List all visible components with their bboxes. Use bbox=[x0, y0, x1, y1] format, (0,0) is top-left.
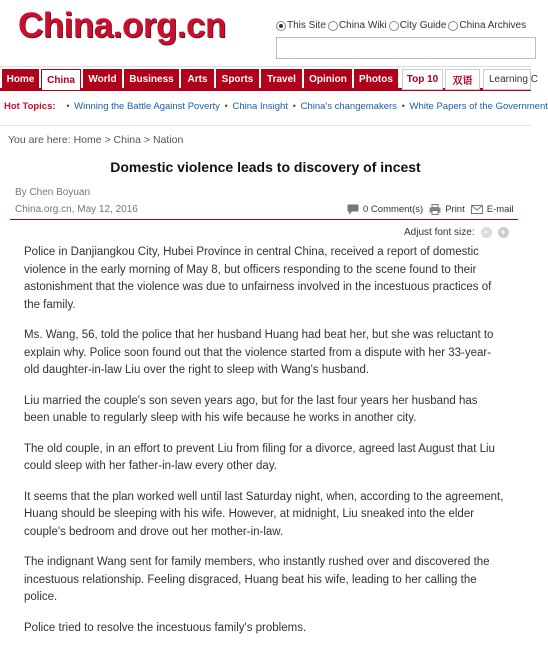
nav-world[interactable]: World bbox=[83, 69, 122, 90]
nav-photos[interactable]: Photos bbox=[354, 69, 398, 90]
search-option-this-site[interactable] bbox=[276, 20, 326, 31]
article-paragraph: The indignant Wang sent for family members, who instantly rushed over and discovered the incestuous relationship. Feeling disgraced, Huang beat his wife, leading to her calling the police. bbox=[24, 556, 490, 603]
article-paragraph: It seems that the plan worked well until last Saturday night, when, according to the agreement, Huang should be sleeping with his wife. However, at midnight, Liu sneaked into the elder couple's bedroom and drove out her mother-in-law. bbox=[24, 490, 504, 538]
site-header bbox=[0, 0, 531, 64]
nav-travel[interactable]: Travel bbox=[261, 69, 302, 90]
comments-link[interactable]: 0 Comment(s) bbox=[363, 204, 424, 215]
search-option-label: This Site bbox=[287, 20, 326, 31]
radio-icon[interactable] bbox=[448, 21, 458, 31]
article-paragraph: Police in Danjiangkou City, Hubei Province in central China, received a report of domestic violence in the early morning of May 8, but officers responding to the scene found to their astonishment that the violence was due to unfairness involved in the incestuous practices of the family. bbox=[24, 246, 492, 311]
bullet: • bbox=[292, 101, 296, 112]
search-option-label: China Archives bbox=[459, 20, 527, 31]
email-link[interactable]: E-mail bbox=[486, 204, 514, 215]
hot-topics-label: Hot Topics: bbox=[4, 101, 56, 112]
article-body bbox=[24, 244, 504, 650]
bullet: • bbox=[224, 101, 228, 112]
hot-topic-link[interactable]: China's changemakers bbox=[300, 101, 397, 112]
article-source-date: China.org.cn, May 12, 2016 bbox=[15, 204, 138, 215]
hot-topic-link[interactable]: China Insight bbox=[232, 101, 288, 112]
nav-business[interactable]: Business bbox=[124, 69, 179, 90]
article-byline: By Chen Boyuan bbox=[15, 187, 91, 198]
radio-selected-icon[interactable] bbox=[276, 21, 286, 31]
search-option-china-archives[interactable] bbox=[448, 20, 526, 31]
search-option-label: City Guide bbox=[399, 20, 447, 31]
comment-icon[interactable] bbox=[347, 204, 359, 215]
article-paragraph: Liu married the couple's son seven years ago, but for the last four years her husband has been unable to regularly sleep with his wife because he works in another city. bbox=[24, 394, 478, 424]
hot-topics-bar bbox=[4, 101, 548, 112]
article-title: Domestic violence leads to discovery of incest bbox=[110, 159, 421, 175]
search-option-city-guide[interactable] bbox=[389, 20, 447, 31]
nav-learning[interactable]: Learning C bbox=[483, 69, 531, 90]
nav-top10[interactable]: Top 10 bbox=[402, 69, 443, 90]
site-logo[interactable]: China.org.cn bbox=[18, 6, 226, 45]
print-icon[interactable] bbox=[429, 204, 441, 215]
search-input[interactable] bbox=[276, 37, 536, 59]
hot-topic-link[interactable]: White Papers of the Government bbox=[409, 101, 548, 112]
title-divider bbox=[10, 219, 518, 220]
radio-icon[interactable] bbox=[389, 21, 399, 31]
radio-icon[interactable] bbox=[328, 21, 338, 31]
article-tools bbox=[347, 204, 514, 215]
bullet: • bbox=[66, 101, 70, 112]
nav-bilingual[interactable]: 双语 bbox=[445, 69, 480, 90]
nav-china[interactable]: China bbox=[41, 69, 81, 90]
article-paragraph: The old couple, in an effort to prevent Liu from filing for a divorce, agreed last August that Liu could sleep with her father-in-law every other day. bbox=[24, 442, 495, 472]
hot-topic-link[interactable]: Winning the Battle Against Poverty bbox=[74, 101, 220, 112]
nav-opinion[interactable]: Opinion bbox=[304, 69, 352, 90]
search-option-china-wiki[interactable] bbox=[328, 20, 387, 31]
nav-arts[interactable]: Arts bbox=[181, 69, 214, 90]
article-paragraph: Police tried to resolve the incestuous family's problems. bbox=[24, 621, 307, 634]
search-option-label: China Wiki bbox=[338, 20, 387, 31]
font-size-control bbox=[404, 227, 509, 238]
font-decrease-icon[interactable]: − bbox=[481, 227, 492, 238]
breadcrumb[interactable]: You are here: Home > China > Nation bbox=[8, 134, 184, 146]
adjust-font-label: Adjust font size: bbox=[404, 227, 475, 238]
email-icon[interactable] bbox=[471, 204, 483, 215]
font-increase-icon[interactable]: + bbox=[498, 227, 509, 238]
article-container bbox=[0, 125, 531, 658]
print-link[interactable]: Print bbox=[445, 204, 465, 215]
nav-home[interactable]: Home bbox=[2, 69, 39, 90]
nav-sports[interactable]: Sports bbox=[216, 69, 259, 90]
main-nav bbox=[0, 66, 538, 91]
search-scope-options bbox=[276, 20, 528, 31]
bullet: • bbox=[401, 101, 405, 112]
article-paragraph: Ms. Wang, 56, told the police that her husband Huang had beat her, but she was reluctant to explain why. Police soon found out that the violence started from a dispute with her 33-year-old daughter-in-law Liu over the right to sleep with Wang's husband. bbox=[24, 329, 494, 376]
